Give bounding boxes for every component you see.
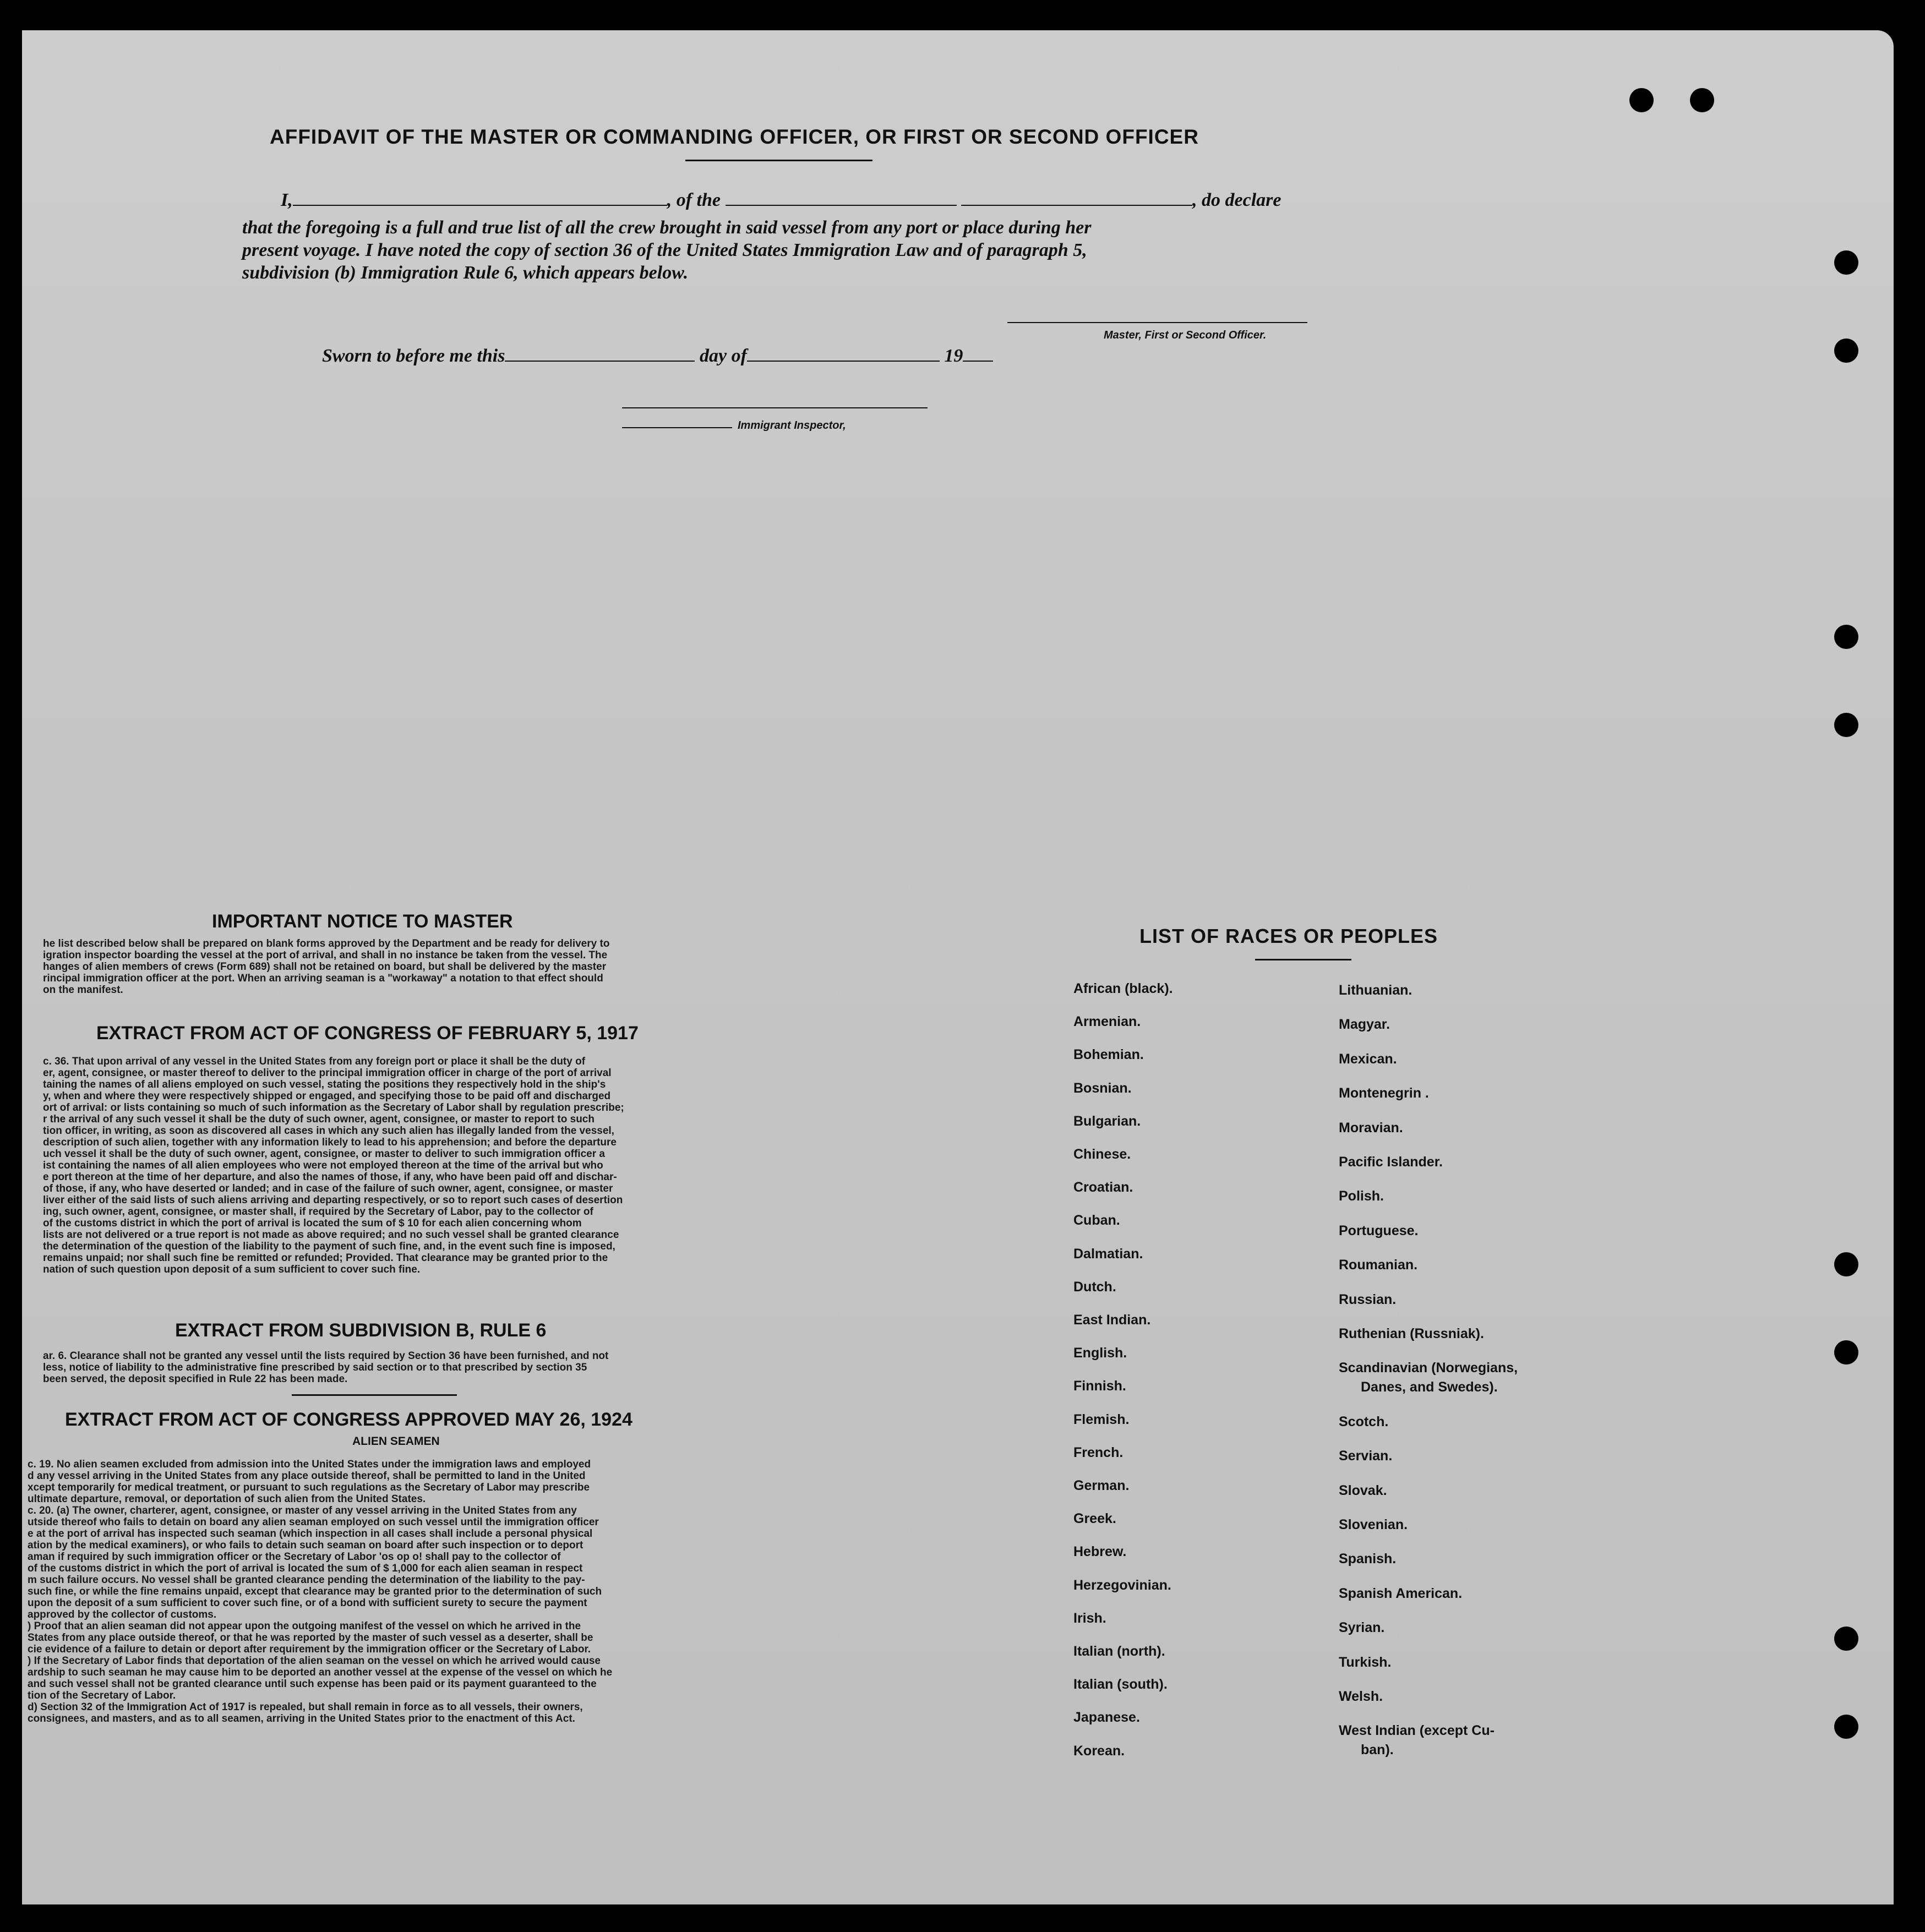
- extract1924-line: utside thereof who fails to detain on board any alien seaman employed on such vessel until the immigration officer: [28, 1516, 599, 1528]
- race-item: Roumanian.: [1339, 1257, 1418, 1273]
- extract1917-line: the determination of the question of the liability to the payment of such fine, and, in the event such fine is imposed,: [43, 1241, 615, 1252]
- race-item: Irish.: [1073, 1610, 1106, 1626]
- extract1924-line: c. 19. No alien seamen excluded from admission into the United States under the immigration laws and employed: [28, 1459, 591, 1470]
- sworn-year-field[interactable]: [963, 344, 993, 362]
- extract1917-line: uch vessel it shall be the duty of such owner, agent, consignee, or master to deliver to such immigration officer a: [43, 1148, 605, 1160]
- race-item: Herzegovinian.: [1073, 1577, 1171, 1593]
- vessel-field[interactable]: [726, 188, 957, 206]
- extract-1924-body: [28, 1459, 815, 1724]
- extract1917-line: liver either of the said lists of such aliens arriving and departing respectively, or so to report such cases of desertion: [43, 1194, 623, 1206]
- extract1917-line: ort of arrival: or lists containing so much of such information as the Secretary of Labor shall by regulation prescribe;: [43, 1102, 624, 1114]
- extract1924-line: tion of the Secretary of Labor.: [28, 1690, 176, 1701]
- race-item: Cuban.: [1073, 1213, 1120, 1229]
- notice-line: hanges of alien members of crews (Form 689) shall not be retained on board, but shall be delivered by the master: [43, 961, 607, 973]
- race-item: Flemish.: [1073, 1411, 1130, 1427]
- extract-1924-title: EXTRACT FROM ACT OF CONGRESS APPROVED MAY 26, 1924: [65, 1409, 632, 1430]
- race-item: Moravian.: [1339, 1120, 1403, 1136]
- race-item: Dalmatian.: [1073, 1246, 1143, 1262]
- rule6-underline: [292, 1394, 457, 1396]
- race-item: Korean.: [1073, 1743, 1125, 1759]
- affidavit-title: AFFIDAVIT OF THE MASTER OR COMMANDING OFFICER, OR FIRST OR SECOND OFFICER: [270, 125, 1199, 148]
- extract1924-line: ) If the Secretary of Labor finds that deportation of the alien seaman on the vessel on which he arrived would cause: [28, 1655, 601, 1667]
- do-declare-label: , do declare: [1192, 190, 1281, 210]
- extract1924-line: ation by the medical examiners), or who fails to detain such seaman on board after such inspection or to deport: [28, 1540, 584, 1551]
- race-item: Hebrew.: [1073, 1544, 1127, 1560]
- sworn-line: [322, 344, 993, 367]
- notice-line: on the manifest.: [43, 984, 123, 996]
- race-item: Ruthenian (Russniak).: [1339, 1326, 1484, 1341]
- extract1924-line: m such failure occurs. No vessel shall be granted clearance pending the determination of the liability to the pay-: [28, 1574, 585, 1586]
- extract1924-line: ultimate departure, removal, or deportation of such alien from the United States.: [28, 1493, 426, 1505]
- extract1924-line: cie evidence of a failure to detain or deport after requirement by the immigration officer or the Secretary of Labor.: [28, 1644, 591, 1655]
- name-field[interactable]: [293, 188, 667, 206]
- affidavit-line-1: [281, 188, 1281, 211]
- i-label: I,: [281, 190, 293, 210]
- rule6-line: less, notice of liability to the administrative fine prescribed by said section or to that prescribed by section 35: [43, 1362, 587, 1373]
- affidavit-title-underline: [685, 160, 872, 161]
- race-item: Spanish American.: [1339, 1585, 1463, 1601]
- extract-1917-body: [43, 1056, 814, 1275]
- extract1917-line: r the arrival of any such vessel it shall be the duty of such owner, agent, consignee, or master to report to such: [43, 1114, 595, 1125]
- races-title: LIST OF RACES OR PEOPLES: [1139, 925, 1438, 947]
- extract1917-line: of those, if any, who have deserted or landed; and in case of the failure of such owner, agent, consignee, or master: [43, 1183, 613, 1194]
- extract1924-line: approved by the collector of customs.: [28, 1609, 217, 1620]
- extract1917-line: c. 36. That upon arrival of any vessel in the United States from any foreign port or place it shall be the duty of: [43, 1056, 586, 1067]
- race-item: Welsh.: [1339, 1689, 1383, 1704]
- extract1924-line: States from any place outside thereof, or that he was reported by the master of such vessel as a deserter, shall be: [28, 1632, 593, 1644]
- inspector-line-lower[interactable]: [622, 427, 732, 428]
- notice-title: IMPORTANT NOTICE TO MASTER: [212, 911, 513, 932]
- sworn-label: Sworn to before me this: [322, 346, 505, 366]
- race-item: Lithuanian.: [1339, 983, 1413, 998]
- race-item: Danes, and Swedes).: [1361, 1379, 1498, 1395]
- extract1924-line: c. 20. (a) The owner, charterer, agent, consignee, or master of any vessel arriving in the United States from any: [28, 1505, 577, 1516]
- race-item: Dutch.: [1073, 1279, 1116, 1295]
- race-item: Croatian.: [1073, 1180, 1133, 1196]
- race-item: Bulgarian.: [1073, 1113, 1141, 1129]
- extract1917-line: remains unpaid; nor shall such fine be remitted or refunded; Provided. That clearance may be granted prior to the: [43, 1252, 608, 1264]
- affidavit-line-4: subdivision (b) Immigration Rule 6, which appears below.: [242, 263, 689, 283]
- notice-line: igration inspector boarding the vessel at the port of arrival, and shall in no instance be taken from the vessel. The: [43, 949, 608, 961]
- sworn-month-field[interactable]: [747, 344, 940, 362]
- affidavit-line-2: that the foregoing is a full and true list of all the crew brought in said vessel from any port or place during her: [242, 217, 1092, 238]
- race-item: Armenian.: [1073, 1014, 1141, 1030]
- extract1917-line: er, agent, consignee, or master thereof to deliver to the principal immigration officer in charge of the port of arrival: [43, 1067, 612, 1079]
- extract-1917-title: EXTRACT FROM ACT OF CONGRESS OF FEBRUARY 5, 1917: [96, 1023, 639, 1044]
- race-item: East Indian.: [1073, 1312, 1151, 1328]
- extract1924-line: xcept temporarily for medical treatment, or pursuant to such regulations as the Secretary of Labor may prescribe: [28, 1482, 590, 1493]
- rule6-body: [43, 1350, 814, 1385]
- extract1917-line: nation of such question upon deposit of a sum sufficient to cover such fine.: [43, 1264, 421, 1275]
- rule6-line: been served, the deposit specified in Rule 22 has been made.: [43, 1373, 348, 1385]
- punch-hole-2: [1834, 339, 1858, 363]
- extract1917-line: lists are not delivered or a true report is not made as above required; and no such vessel shall be granted clearance: [43, 1229, 619, 1241]
- race-item: Scandinavian (Norwegians,: [1339, 1360, 1518, 1376]
- race-item: English.: [1073, 1345, 1127, 1361]
- race-item: Japanese.: [1073, 1710, 1140, 1726]
- extract1924-line: ) Proof that an alien seaman did not appear upon the outgoing manifest of the vessel on which he arrived in the: [28, 1620, 581, 1632]
- inspector-line-upper[interactable]: [622, 407, 928, 408]
- race-item: Italian (north).: [1073, 1644, 1165, 1659]
- vessel-field-2[interactable]: [961, 188, 1192, 206]
- extract1917-line: description of such alien, together with any information likely to lead to his apprehension; and before the departure: [43, 1137, 617, 1148]
- race-item: Pacific Islander.: [1339, 1154, 1443, 1170]
- notice-body: [43, 938, 814, 996]
- race-item: French.: [1073, 1444, 1124, 1460]
- extract1924-line: of the customs district in which the port of arrival is located the sum of $ 1,000 for each alien seaman in respect: [28, 1563, 583, 1574]
- extract1924-line: consignees, and masters, and as to all seamen, arriving in the United States prior to the enactment of this Act.: [28, 1713, 575, 1724]
- race-item: Slovenian.: [1339, 1517, 1408, 1532]
- extract1924-line: d any vessel arriving in the United States from any place outside thereof, shall be permitted to land in the United: [28, 1470, 586, 1482]
- extract1924-line: ardship to such seaman he may cause him to be deported an another vessel at the expense of the vessel on which he: [28, 1667, 613, 1678]
- races-title-underline: [1255, 959, 1351, 960]
- punch-hole-8: [1834, 1715, 1858, 1739]
- punch-hole-6: [1834, 1340, 1858, 1365]
- affidavit-line-3: present voyage. I have noted the copy of section 36 of the United States Immigration Law and of paragraph 5,: [242, 240, 1087, 260]
- race-item: Mexican.: [1339, 1051, 1397, 1067]
- extract1917-line: ist containing the names of all alien employees who were not employed thereon at the time of the arrival but who: [43, 1160, 603, 1171]
- punch-hole-3: [1834, 625, 1858, 649]
- punch-hole-4: [1834, 713, 1858, 737]
- notice-line: he list described below shall be prepared on blank forms approved by the Department and be ready for delivery to: [43, 938, 610, 949]
- race-item: Syrian.: [1339, 1620, 1385, 1636]
- rule6-line: ar. 6. Clearance shall not be granted any vessel until the lists required by Section 36 have been furnished, and not: [43, 1350, 609, 1362]
- extract1917-line: ing, such owner, agent, consignee, or master shall, if required by the Secretary of Labor, pay to the collector of: [43, 1206, 593, 1218]
- punch-hole-top-2: [1690, 88, 1714, 112]
- race-item: Italian (south).: [1073, 1677, 1168, 1693]
- punch-hole-1: [1834, 250, 1858, 275]
- race-item: Spanish.: [1339, 1551, 1397, 1567]
- year-label: 19: [944, 346, 963, 366]
- extract1917-line: tion officer, in writing, as soon as discovered all cases in which any such alien has illegally landed from the vessel,: [43, 1125, 614, 1137]
- extract1924-line: such fine, or while the fine remains unpaid, except that clearance may be granted prior to the determination of such: [28, 1586, 602, 1597]
- race-item: Chinese.: [1073, 1147, 1131, 1162]
- extract1917-line: y, when and where they were respectively shipped or engaged, and specifying those to be paid off and discharged: [43, 1090, 611, 1102]
- rule6-title: EXTRACT FROM SUBDIVISION B, RULE 6: [175, 1320, 547, 1341]
- race-item: Portuguese.: [1339, 1222, 1419, 1238]
- extract1924-line: and such vessel shall not be granted clearance until such expense has been paid or its payment guaranteed to the: [28, 1678, 597, 1690]
- race-item: Finnish.: [1073, 1378, 1126, 1394]
- race-item: Russian.: [1339, 1291, 1397, 1307]
- extract1917-line: e port thereon at the time of her departure, and also the names of those, if any, who have been paid off and dischar-: [43, 1171, 617, 1183]
- race-item: Greek.: [1073, 1511, 1116, 1527]
- race-item: Bosnian.: [1073, 1080, 1132, 1096]
- of-the-label: , of the: [667, 190, 721, 210]
- extract1917-line: taining the names of all aliens employed on such vessel, stating the positions they respectively hold in the ship's: [43, 1079, 606, 1090]
- race-item: Servian.: [1339, 1448, 1393, 1464]
- punch-hole-top-1: [1629, 88, 1654, 112]
- punch-hole-5: [1834, 1252, 1858, 1276]
- race-item: African (black).: [1073, 981, 1173, 996]
- master-signature-label: Master, First or Second Officer.: [1104, 329, 1267, 341]
- race-item: ban).: [1361, 1742, 1394, 1758]
- race-item: Turkish.: [1339, 1654, 1392, 1670]
- race-item: Scotch.: [1339, 1413, 1389, 1429]
- extract-1924-subtitle: ALIEN SEAMEN: [352, 1435, 440, 1448]
- notice-line: rincipal immigration officer at the port. When an arriving seaman is a "workaway" a notation to that effect should: [43, 973, 603, 984]
- extract1924-line: e at the port of arrival has inspected such seaman (which inspection in all cases shall include a personal physical: [28, 1528, 593, 1540]
- extract1924-line: d) Section 32 of the Immigration Act of 1917 is repealed, but shall remain in force as to all vessels, their owners,: [28, 1701, 583, 1713]
- race-item: German.: [1073, 1478, 1130, 1493]
- extract1924-line: upon the deposit of a sum sufficient to cover such fine, or of a bond with sufficient surety to secure the payment: [28, 1597, 587, 1609]
- race-item: Montenegrin .: [1339, 1085, 1429, 1101]
- race-item: West Indian (except Cu-: [1339, 1723, 1495, 1739]
- race-item: Slovak.: [1339, 1482, 1387, 1498]
- day-of-label: day of: [699, 346, 747, 366]
- race-item: Magyar.: [1339, 1017, 1390, 1033]
- punch-hole-7: [1834, 1627, 1858, 1651]
- inspector-label: Immigrant Inspector,: [738, 419, 846, 432]
- extract1924-line: aman if required by such immigration officer or the Secretary of Labor 'os op o! shall pay to the collector of: [28, 1551, 561, 1563]
- extract1917-line: of the customs district in which the port of arrival is located the sum of $ 10 for each alien concerning whom: [43, 1218, 582, 1229]
- race-item: Bohemian.: [1073, 1047, 1144, 1063]
- sworn-day-field[interactable]: [505, 344, 695, 362]
- race-item: Polish.: [1339, 1188, 1384, 1204]
- master-signature-line[interactable]: [1007, 322, 1307, 323]
